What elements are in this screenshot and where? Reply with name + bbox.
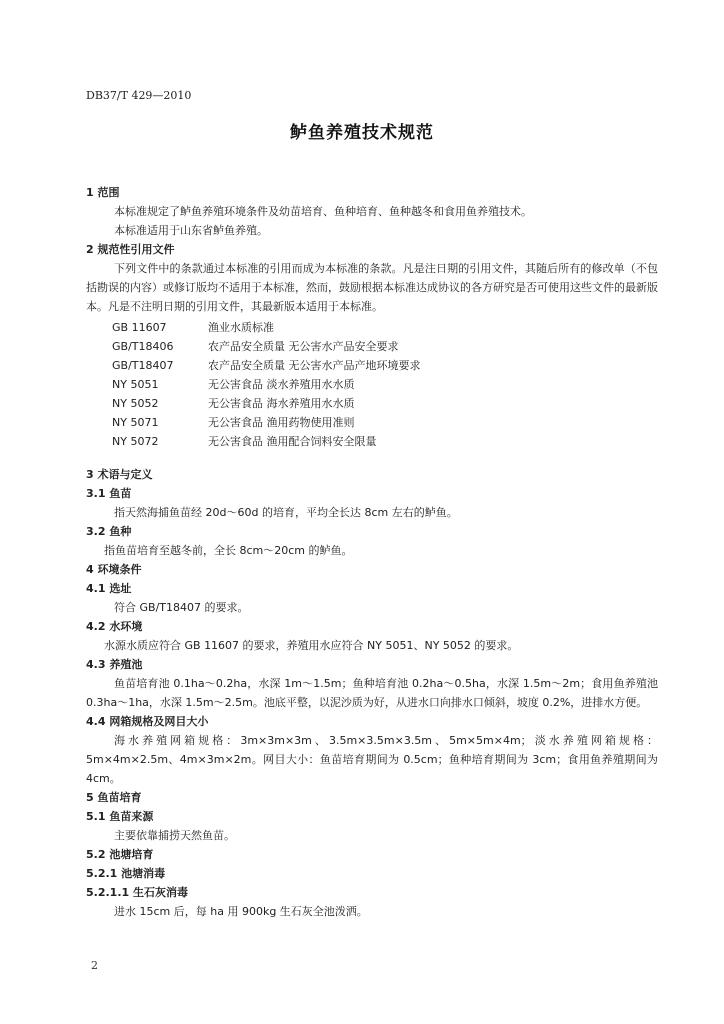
reference-code: GB/T18407 [112,359,174,372]
reference-title: 渔业水质标准 [208,321,274,334]
reference-item [86,337,658,356]
section-3-heading: 3 术语与定义 [86,468,153,481]
reference-title: 无公害食品 渔用药物使用准则 [208,416,355,429]
reference-item [86,394,658,413]
reference-code: GB/T18406 [112,340,174,353]
section-4-heading: 4 环境条件 [86,563,142,576]
reference-item [86,375,658,394]
reference-code: NY 5072 [112,435,159,448]
section-5-2-heading: 5.2 池塘培育 [86,848,154,861]
section-3-2-heading: 3.2 鱼种 [86,525,132,538]
reference-item [86,318,658,337]
reference-list [86,318,658,451]
reference-code: NY 5051 [112,378,159,391]
reference-code: NY 5071 [112,416,159,429]
section-4-2-text: 水源水质应符合 GB 11607 的要求，养殖用水应符合 NY 5051、NY 5052 的要求。 [104,639,519,652]
reference-title: 无公害食品 淡水养殖用水水质 [208,378,355,391]
section-4-4-text: 海水养殖网箱规格：3m×3m×3m、3.5m×3.5m×3.5m、5m×5m×4m；淡水养殖网箱规格：5m×4m×2.5m、4m×3m×2m。网目大小：鱼苗培育期间为 0.5cm；鱼种培育期间为 3cm；食用鱼养殖期间为 4cm。 [86,734,658,785]
reference-item [86,432,658,451]
section-5-2-1-1-heading: 5.2.1.1 生石灰消毒 [86,886,188,899]
section-5-1-heading: 5.1 鱼苗来源 [86,810,154,823]
section-4-2-heading: 4.2 水环境 [86,620,143,633]
section-5-2-1-heading: 5.2.1 池塘消毒 [86,867,166,880]
section-spacer [86,451,658,465]
reference-title: 农产品安全质量 无公害水产品安全要求 [208,340,399,353]
section-2-paragraph: 下列文件中的条款通过本标准的引用而成为本标准的条款。凡是注日期的引用文件，其随后所有的修改单（不包括勘误的内容）或修订版均不适用于本标准，然而，鼓励根据本标准达成协议的各方研究是否可使用这些文件的最新版本。凡是不注明日期的引用文件，其最新版本适用于本标准。 [86,262,658,313]
section-1-heading: 1 范围 [86,186,120,199]
section-1-paragraph-1: 本标准规定了鲈鱼养殖环境条件及幼苗培育、鱼种培育、鱼种越冬和食用鱼养殖技术。 [114,205,532,218]
document-body [86,183,658,921]
section-3-1-text: 指天然海捕鱼苗经 20d～60d 的培育，平均全长达 8cm 左右的鲈鱼。 [114,506,458,519]
section-1-paragraph-2: 本标准适用于山东省鲈鱼养殖。 [114,224,268,237]
reference-title: 无公害食品 海水养殖用水水质 [208,397,355,410]
section-4-1-heading: 4.1 选址 [86,582,132,595]
page-number: 2 [91,959,98,972]
section-3-1-heading: 3.1 鱼苗 [86,487,132,500]
reference-title: 农产品安全质量 无公害水产品产地环境要求 [208,359,421,372]
section-5-heading: 5 鱼苗培育 [86,791,142,804]
section-4-3-text: 鱼苗培育池 0.1ha～0.2ha，水深 1m～1.5m；鱼种培育池 0.2ha～0.5ha，水深 1.5m～2m；食用鱼养殖池 0.3ha～1ha，水深 1.5m～2.5m。池底平整，以泥沙质为好，从进水口向排水口倾斜，坡度 0.2%，进排水方便。 [86,677,658,709]
section-2-heading: 2 规范性引用文件 [86,243,175,256]
section-4-4-heading: 4.4 网箱规格及网目大小 [86,715,209,728]
reference-item [86,413,658,432]
section-3-2-text: 指鱼苗培育至越冬前，全长 8cm～20cm 的鲈鱼。 [104,544,353,557]
reference-code: GB 11607 [112,321,167,334]
reference-title: 无公害食品 渔用配合饲料安全限量 [208,435,377,448]
standard-code: DB37/T 429—2010 [86,89,192,102]
reference-item [86,356,658,375]
section-5-1-text: 主要依靠捕捞天然鱼苗。 [114,829,235,842]
section-4-1-text: 符合 GB/T18407 的要求。 [114,601,249,614]
section-5-2-1-1-text: 进水 15cm 后，每 ha 用 900kg 生石灰全池泼洒。 [114,905,368,918]
reference-code: NY 5052 [112,397,159,410]
document-title: 鲈鱼养殖技术规范 [290,123,434,143]
section-4-3-heading: 4.3 养殖池 [86,658,143,671]
